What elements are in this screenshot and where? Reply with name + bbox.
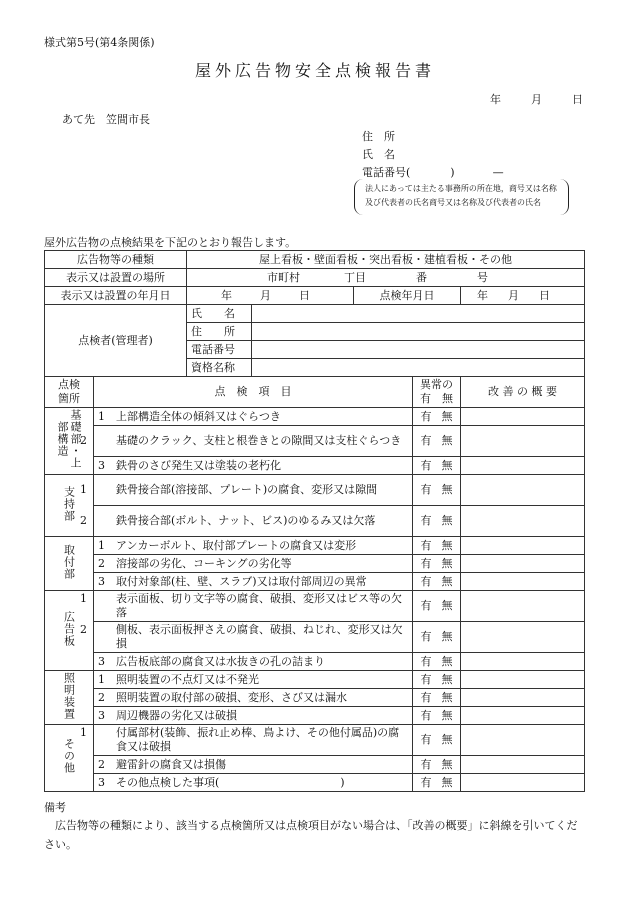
corporate-note-line1: 法人にあっては主たる事務所の所在地，商号又は名称 [365,184,557,193]
abnormal-yes-no[interactable] [413,756,461,774]
remarks-title: 備考 [44,801,66,814]
improvement-summary[interactable] [461,671,585,689]
no-option[interactable]: 無 [441,458,453,472]
improvement-summary[interactable] [461,774,585,792]
place-city: 市町村 [267,270,300,284]
abnormal-yes-no[interactable] [413,622,461,653]
no-option[interactable]: 無 [441,434,453,447]
improvement-summary[interactable] [461,573,585,591]
item-text: 付属部材(装飾、振れ止め棒、鳥よけ、その他付属品)の腐食又は破損 [116,726,400,753]
improvement-summary[interactable] [461,707,585,725]
checklist-item [94,555,413,573]
phone-dash: — [492,166,504,179]
checklist-row [45,426,585,457]
col-item: 点 検 項 目 [94,377,413,408]
improvement-summary[interactable] [461,689,585,707]
yes-option[interactable]: 有 [420,409,432,423]
checklist-row [45,671,585,689]
item-text: 溶接部の劣化、コーキングの劣化等 [116,556,292,570]
item-text: 上部構造全体の傾斜又はぐらつき [116,409,281,423]
addressee: あて先 笠間市長 [62,113,150,126]
col-summary: 改 善 の 概 要 [461,377,585,408]
no-option[interactable]: 無 [441,672,453,686]
checklist-item [94,457,413,475]
abnormal-yes-no[interactable] [413,671,461,689]
check-day: 日 [539,288,550,302]
abnormal-yes-no[interactable] [413,475,461,506]
yes-option[interactable]: 有 [420,434,432,447]
item-number: 3 [98,775,105,789]
improvement-summary[interactable] [461,555,585,573]
item-text: 照明装置の取付部の破損、変形、さび又は漏水 [116,690,347,704]
item-number: 1 [98,409,105,423]
checklist-item [94,707,413,725]
corporate-note-line2: 及び代表者の氏名商号又は名称及び代表者の氏名 [365,198,541,207]
section-label [45,537,94,591]
improvement-summary[interactable] [461,475,585,506]
setup-day: 日 [299,288,310,302]
no-option[interactable]: 無 [441,733,453,746]
no-option[interactable]: 無 [441,599,453,612]
col-abnormal-bottom: 有 無 [420,392,453,405]
intro-text: 屋外広告物の点検結果を下記のとおり報告します。 [44,236,297,249]
checklist-item [80,475,413,506]
no-option[interactable]: 無 [441,514,453,527]
item-text: 避雷針の腐食又は損傷 [116,757,226,771]
item-number: 2 [80,434,87,447]
abnormal-yes-no[interactable] [413,653,461,671]
inspector-phone-value[interactable] [252,341,585,359]
item-text: その他点検した事項( ) [116,775,345,789]
checklist-item [80,725,413,756]
item-text: 鉄骨接合部(溶接部、プレート)の腐食、変形又は隙間 [116,483,378,496]
improvement-summary[interactable] [461,622,585,653]
inspector-name-value[interactable] [252,305,585,323]
item-number: 3 [98,458,105,472]
item-number: 1 [98,672,105,686]
setup-year: 年 [221,288,232,302]
abnormal-yes-no[interactable] [413,426,461,457]
section-label-text: その他 [62,738,76,774]
date-day: 日 [572,93,583,106]
abnormal-yes-no[interactable] [413,573,461,591]
item-number: 2 [80,514,87,527]
item-number: 2 [98,556,105,570]
yes-option[interactable]: 有 [420,775,432,789]
checklist-item [94,408,413,426]
checklist-row [45,725,585,756]
checklist-row [45,408,585,426]
no-option[interactable]: 無 [441,409,453,423]
date-row [45,287,585,305]
no-option[interactable]: 無 [441,630,453,643]
item-text: アンカーボルト、取付部プレートの腐食又は変形 [116,538,357,552]
abnormal-yes-no[interactable] [413,408,461,426]
checklist-body [45,408,585,792]
yes-option[interactable]: 有 [420,538,432,552]
phone-label: 電話番号( [362,166,411,179]
type-value: 屋上看板・壁面看板・突出看板・建植看板・その他 [187,251,585,269]
abnormal-yes-no[interactable] [413,591,461,622]
inspection-table [44,250,585,792]
applicant-name-label: 氏 名 [362,148,395,161]
checklist-item [80,506,413,537]
inspector-row-name [45,305,585,323]
checklist-item [94,671,413,689]
improvement-summary[interactable] [461,591,585,622]
yes-option[interactable]: 有 [420,690,432,704]
checklist-item [80,622,413,653]
item-number: 1 [80,592,87,605]
checklist-item [94,774,413,792]
no-option[interactable]: 無 [441,556,453,570]
page-title: 屋外広告物安全点検報告書 [194,61,435,80]
place-go: 号 [477,270,488,284]
yes-option[interactable]: 有 [420,630,432,643]
improvement-summary[interactable] [461,457,585,475]
item-text: 周辺機器の劣化又は破損 [116,708,237,722]
item-text: 鉄骨接合部(ボルト、ナット、ビス)のゆるみ又は欠落 [116,514,376,527]
type-label: 広告物等の種類 [45,251,187,269]
section-label-text: 取付部 [62,543,76,580]
improvement-summary[interactable] [461,756,585,774]
item-text: 取付対象部(柱、壁、スラブ)又は取付部周辺の異常 [116,574,367,588]
abnormal-yes-no[interactable] [413,689,461,707]
section-label-text: 基礎部・上部構造 [56,409,82,469]
yes-option[interactable]: 有 [420,708,432,722]
checklist-row [45,506,585,537]
date-month: 月 [531,93,542,106]
abnormal-yes-no[interactable] [413,537,461,555]
date-year: 年 [490,93,501,106]
item-text: 基礎のクラック、支柱と根巻きとの隙間又は支柱ぐらつき [116,434,402,447]
remarks-body: 広告物等の種類により、該当する点検箇所又は点検項目がない場合は、「改善の概要」に斜線を引いてください。 [44,819,578,851]
item-number: 1 [80,483,87,496]
improvement-summary[interactable] [461,725,585,756]
item-number: 3 [98,654,105,668]
corporate-note-bracket [354,179,569,215]
checklist-row [45,457,585,475]
yes-option[interactable]: 有 [420,599,432,612]
no-option[interactable]: 無 [441,757,453,771]
no-option[interactable]: 無 [441,574,453,588]
inspector-field-phone: 電話番号 [187,341,252,359]
inspector-field-name: 氏 名 [187,305,252,323]
yes-option[interactable]: 有 [420,556,432,570]
abnormal-yes-no[interactable] [413,774,461,792]
checklist-row [45,774,585,792]
abnormal-yes-no[interactable] [413,707,461,725]
place-label: 表示又は設置の場所 [45,269,187,287]
item-text: 照明装置の不点灯又は不発光 [116,672,259,686]
check-date-label: 点検年月日 [354,287,461,305]
report-date [490,91,583,107]
checklist-row [45,756,585,774]
item-number: 2 [80,623,87,636]
place-chome: 丁目 [344,270,366,284]
place-row [45,269,585,287]
abnormal-yes-no[interactable] [413,457,461,475]
item-number: 1 [98,538,105,552]
checklist-row [45,555,585,573]
checklist-item [80,426,413,457]
improvement-summary[interactable] [461,408,585,426]
yes-option[interactable]: 有 [420,483,432,496]
item-text: 鉄骨のさび発生又は塗装の老朽化 [116,458,281,472]
item-number: 2 [98,690,105,704]
setup-month: 月 [260,288,271,302]
no-option[interactable]: 無 [441,690,453,704]
inspector-qualification-value[interactable] [252,359,585,377]
checklist-row [45,689,585,707]
setup-date-value [187,287,354,305]
section-label-text: 支持部 [62,485,76,522]
inspector-label: 点検者(管理者) [45,305,187,377]
section-label-text: 広告板 [62,610,76,647]
inspector-field-address: 住 所 [187,323,252,341]
yes-option[interactable]: 有 [420,757,432,771]
checklist-item [80,591,413,622]
phone-close: ) [450,166,455,179]
abnormal-yes-no[interactable] [413,506,461,537]
improvement-summary[interactable] [461,537,585,555]
col-abnormal-top: 異常の [420,378,453,391]
improvement-summary[interactable] [461,653,585,671]
checklist-row [45,653,585,671]
no-option[interactable]: 無 [441,775,453,789]
applicant-address-label: 住 所 [362,130,395,143]
abnormal-yes-no[interactable] [413,555,461,573]
improvement-summary[interactable] [461,426,585,457]
checklist-row [45,707,585,725]
item-text: 広告板底部の腐食又は水抜きの孔の詰まり [116,654,325,668]
yes-option[interactable]: 有 [420,514,432,527]
checklist-header [45,377,585,408]
checklist-row [45,573,585,591]
inspector-field-qualification: 資格名称 [187,359,252,377]
item-number: 2 [98,757,105,771]
check-month: 月 [508,288,519,302]
abnormal-yes-no[interactable] [413,725,461,756]
no-option[interactable]: 無 [441,538,453,552]
place-value [187,269,585,287]
applicant-phone [362,164,504,180]
checklist-item [94,689,413,707]
yes-option[interactable]: 有 [420,574,432,588]
section-label-text: 照明装置 [62,671,76,720]
checklist-row [45,475,585,506]
yes-option[interactable]: 有 [420,672,432,686]
checklist-item [94,573,413,591]
yes-option[interactable]: 有 [420,654,432,668]
item-text: 側板、表示面板押さえの腐食、破損、ねじれ、変形又は欠損 [116,623,403,650]
checklist-row [45,537,585,555]
col-location: 点検 箇所 [45,377,94,408]
setup-date-label: 表示又は設置の年月日 [45,287,187,305]
col-abnormal [413,377,461,408]
inspector-address-value[interactable] [252,323,585,341]
place-ban: 番 [416,270,427,284]
yes-option[interactable]: 有 [420,458,432,472]
no-option[interactable]: 無 [441,483,453,496]
item-number: 3 [98,574,105,588]
checklist-row [45,591,585,622]
checklist-item [94,653,413,671]
checklist-item [94,756,413,774]
no-option[interactable]: 無 [441,654,453,668]
yes-option[interactable]: 有 [420,733,432,746]
item-number: 3 [98,708,105,722]
checklist-row [45,622,585,653]
section-label [45,671,94,725]
form-number: 様式第5号(第4条関係) [44,36,155,49]
check-date-value [461,287,585,305]
item-text: 表示面板、切り文字等の腐食、破損、変形又はビス等の欠落 [116,592,402,619]
no-option[interactable]: 無 [441,708,453,722]
check-year: 年 [477,288,488,302]
type-row [45,251,585,269]
checklist-item [94,537,413,555]
item-number: 1 [80,726,87,739]
improvement-summary[interactable] [461,506,585,537]
